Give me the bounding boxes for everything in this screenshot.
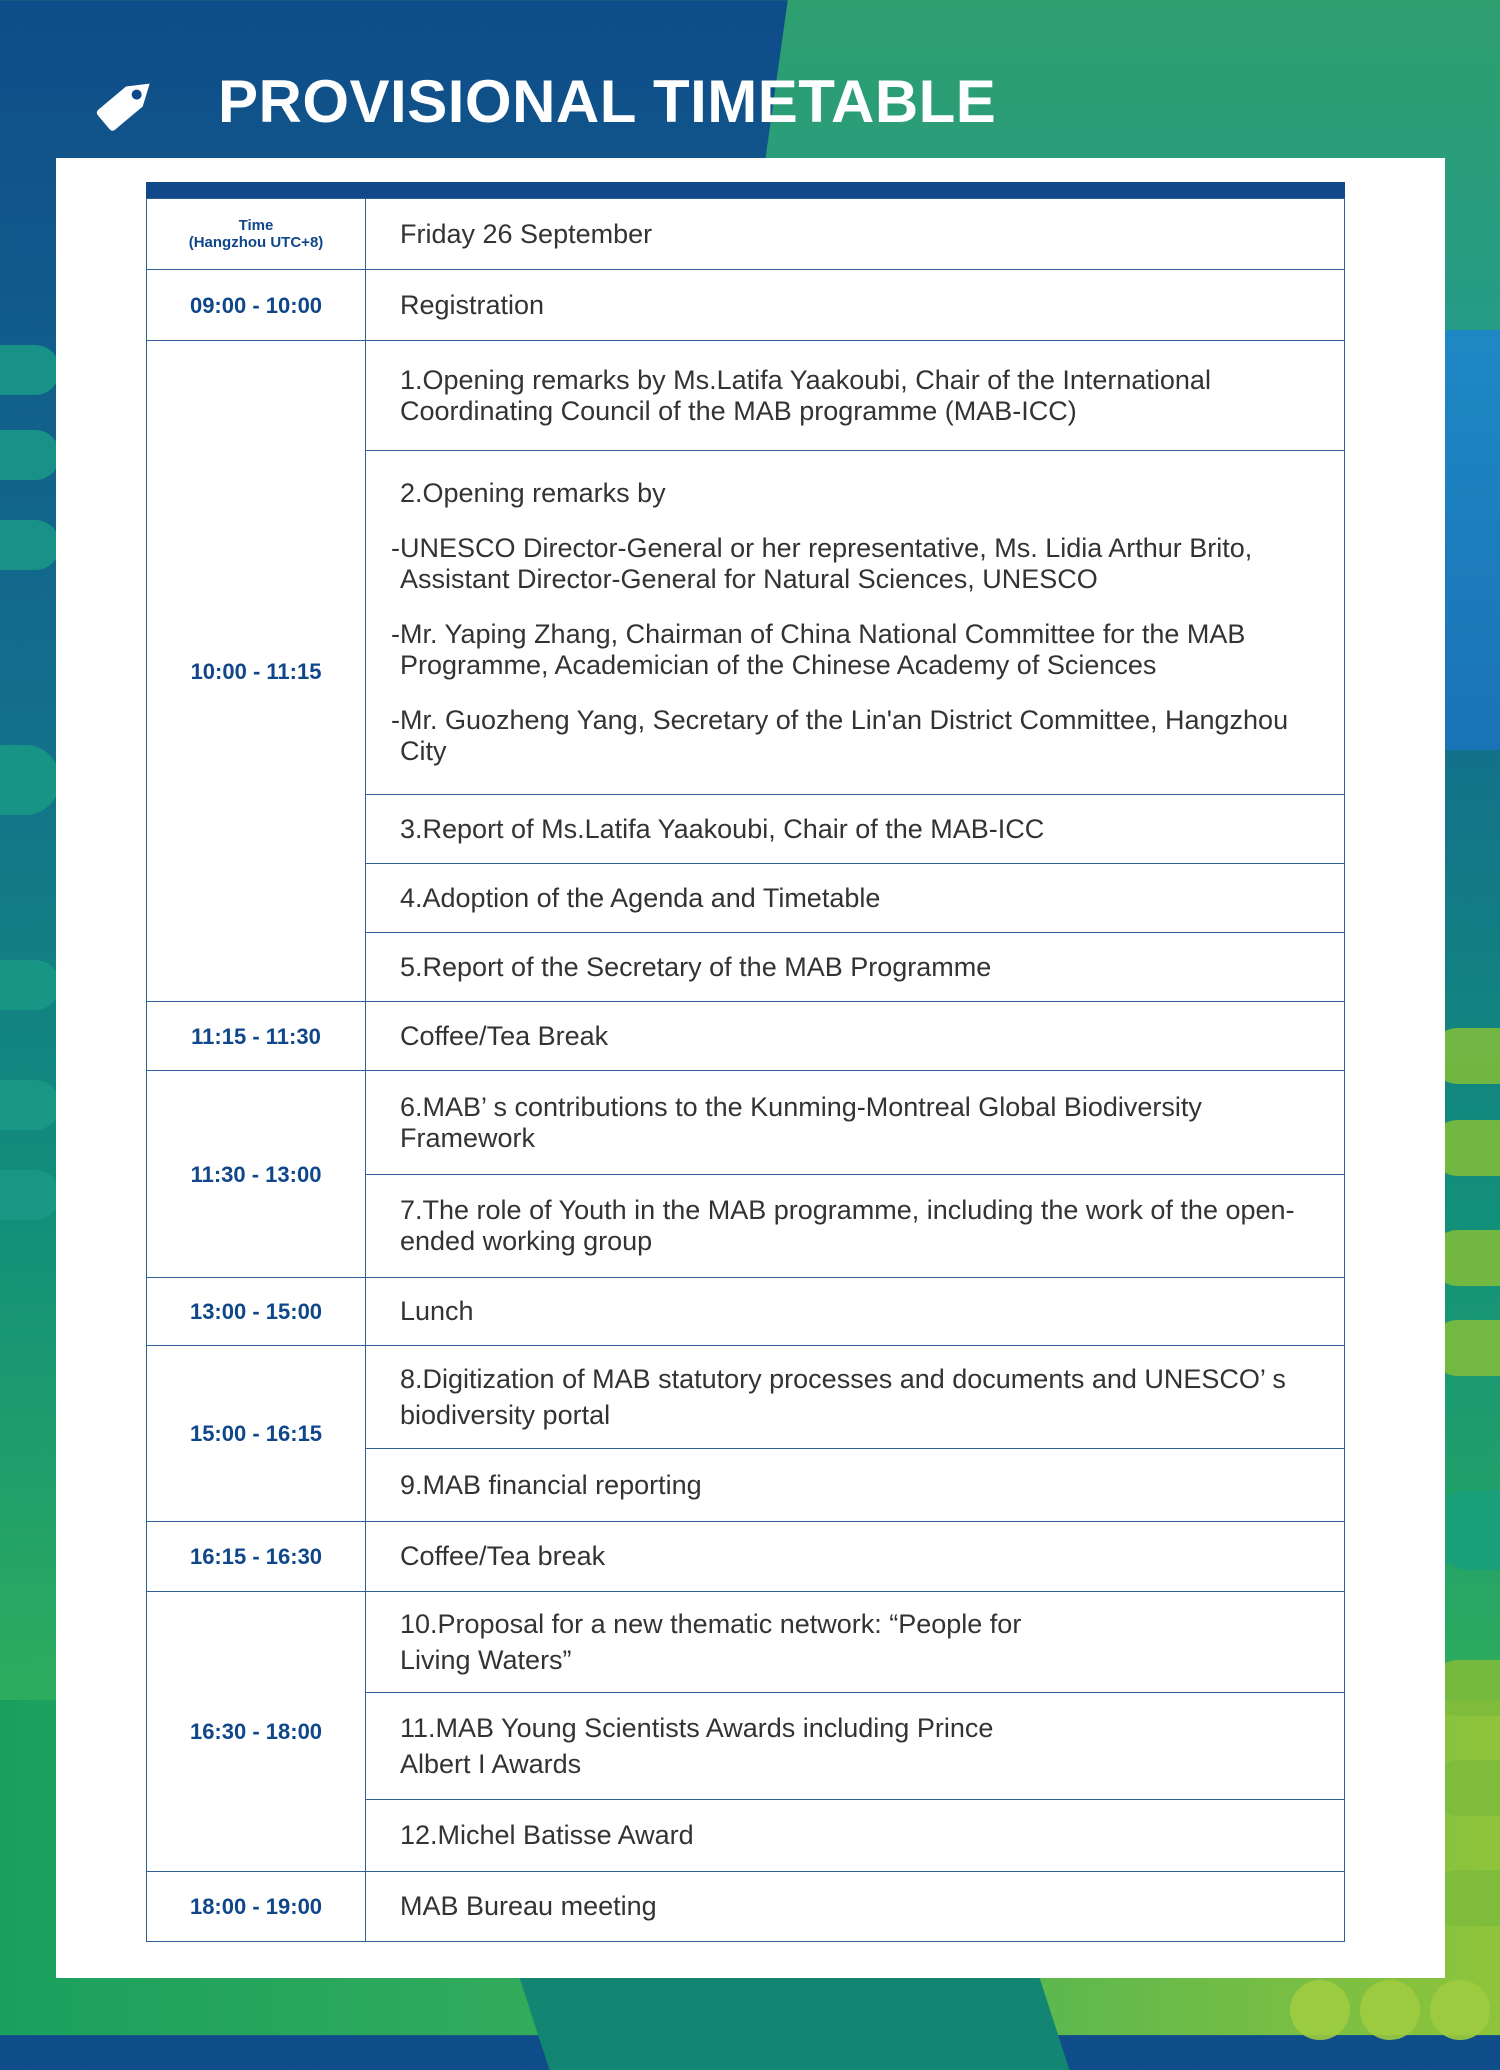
agenda-item: 9.MAB financial reporting [366,1449,1345,1522]
agenda-item: 1.Opening remarks by Ms.Latifa Yaakoubi, Chair of the International Coordinating Council of the MAB programme (MAB-ICC) [366,341,1345,451]
time-header-timezone: (Hangzhou UTC+8) [188,234,324,251]
table-row [147,1522,1345,1592]
timetable [146,182,1345,1942]
timetable-card [56,158,1445,1978]
page-title: PROVISIONAL TIMETABLE [218,67,997,135]
decorative-stripe [0,430,60,480]
speaker-line: -UNESCO Director-General or her representative, Ms. Lidia Arthur Brito, Assistant Director-General for Natural Sciences, UNESCO [391,533,1253,594]
time-slot: 11:15 - 11:30 [147,1002,366,1071]
agenda-item: Coffee/Tea break [366,1522,1345,1592]
table-header-row [147,199,1345,270]
agenda-item-opening-remarks [366,451,1345,795]
table-row [147,270,1345,341]
speaker-line: -Mr. Yaping Zhang, Chairman of China National Committee for the MAB Programme, Academician of the Chinese Academy of Sciences [391,619,1246,680]
decorative-dot [1290,1980,1350,2040]
decorative-dot [1360,1980,1420,2040]
time-header-label: Time [238,217,274,234]
decorative-stripe [0,960,60,1010]
page-header [92,56,996,146]
agenda-item: Coffee/Tea Break [366,1002,1345,1071]
agenda-item: 7.The role of Youth in the MAB programme, including the work of the open-ended working group [366,1175,1345,1278]
decorative-stripe [0,745,60,815]
agenda-item: MAB Bureau meeting [366,1872,1345,1942]
time-slot: 11:30 - 13:00 [147,1071,366,1278]
table-row [147,1278,1345,1346]
time-slot: 18:00 - 19:00 [147,1872,366,1942]
decorative-stripe [0,1170,60,1220]
decorative-dot [1430,1980,1490,2040]
agenda-item: 3.Report of Ms.Latifa Yaakoubi, Chair of the MAB-ICC [366,795,1345,864]
decorative-stripe [0,1080,60,1130]
agenda-item: 2.Opening remarks by [400,478,666,508]
speaker-line: -Mr. Guozheng Yang, Secretary of the Lin'an District Committee, Hangzhou City [391,705,1289,766]
table-accent-bar [146,182,1345,198]
table-row [147,1592,1345,1693]
table-row [147,1346,1345,1449]
time-slot: 10:00 - 11:15 [147,341,366,1002]
agenda-item: 5.Report of the Secretary of the MAB Programme [366,933,1345,1002]
timetable-table [146,198,1345,1942]
agenda-item: 11.MAB Young Scientists Awards including Prince Albert I Awards [366,1693,1345,1800]
agenda-item: Lunch [366,1278,1345,1346]
decorative-stripe [0,345,60,395]
time-slot: 16:30 - 18:00 [147,1592,366,1872]
agenda-item: 12.Michel Batisse Award [366,1800,1345,1872]
table-row [147,1002,1345,1071]
time-slot: 13:00 - 15:00 [147,1278,366,1346]
agenda-item: 8.Digitization of MAB statutory processes and documents and UNESCO’ s biodiversity portal [366,1346,1345,1449]
agenda-item: 6.MAB’ s contributions to the Kunming-Montreal Global Biodiversity Framework [366,1071,1345,1175]
time-slot: 09:00 - 10:00 [147,270,366,341]
date-header: Friday 26 September [366,199,1345,270]
tag-icon [92,64,166,138]
time-slot: 16:15 - 16:30 [147,1522,366,1592]
agenda-item: 4.Adoption of the Agenda and Timetable [366,864,1345,933]
agenda-item: Registration [366,270,1345,341]
agenda-item: 10.Proposal for a new thematic network: “People for Living Waters” [366,1592,1345,1693]
table-row [147,341,1345,451]
time-column-header [147,199,366,270]
time-slot: 15:00 - 16:15 [147,1346,366,1522]
table-row [147,1872,1345,1942]
decorative-stripe [0,520,60,570]
table-row [147,1071,1345,1175]
